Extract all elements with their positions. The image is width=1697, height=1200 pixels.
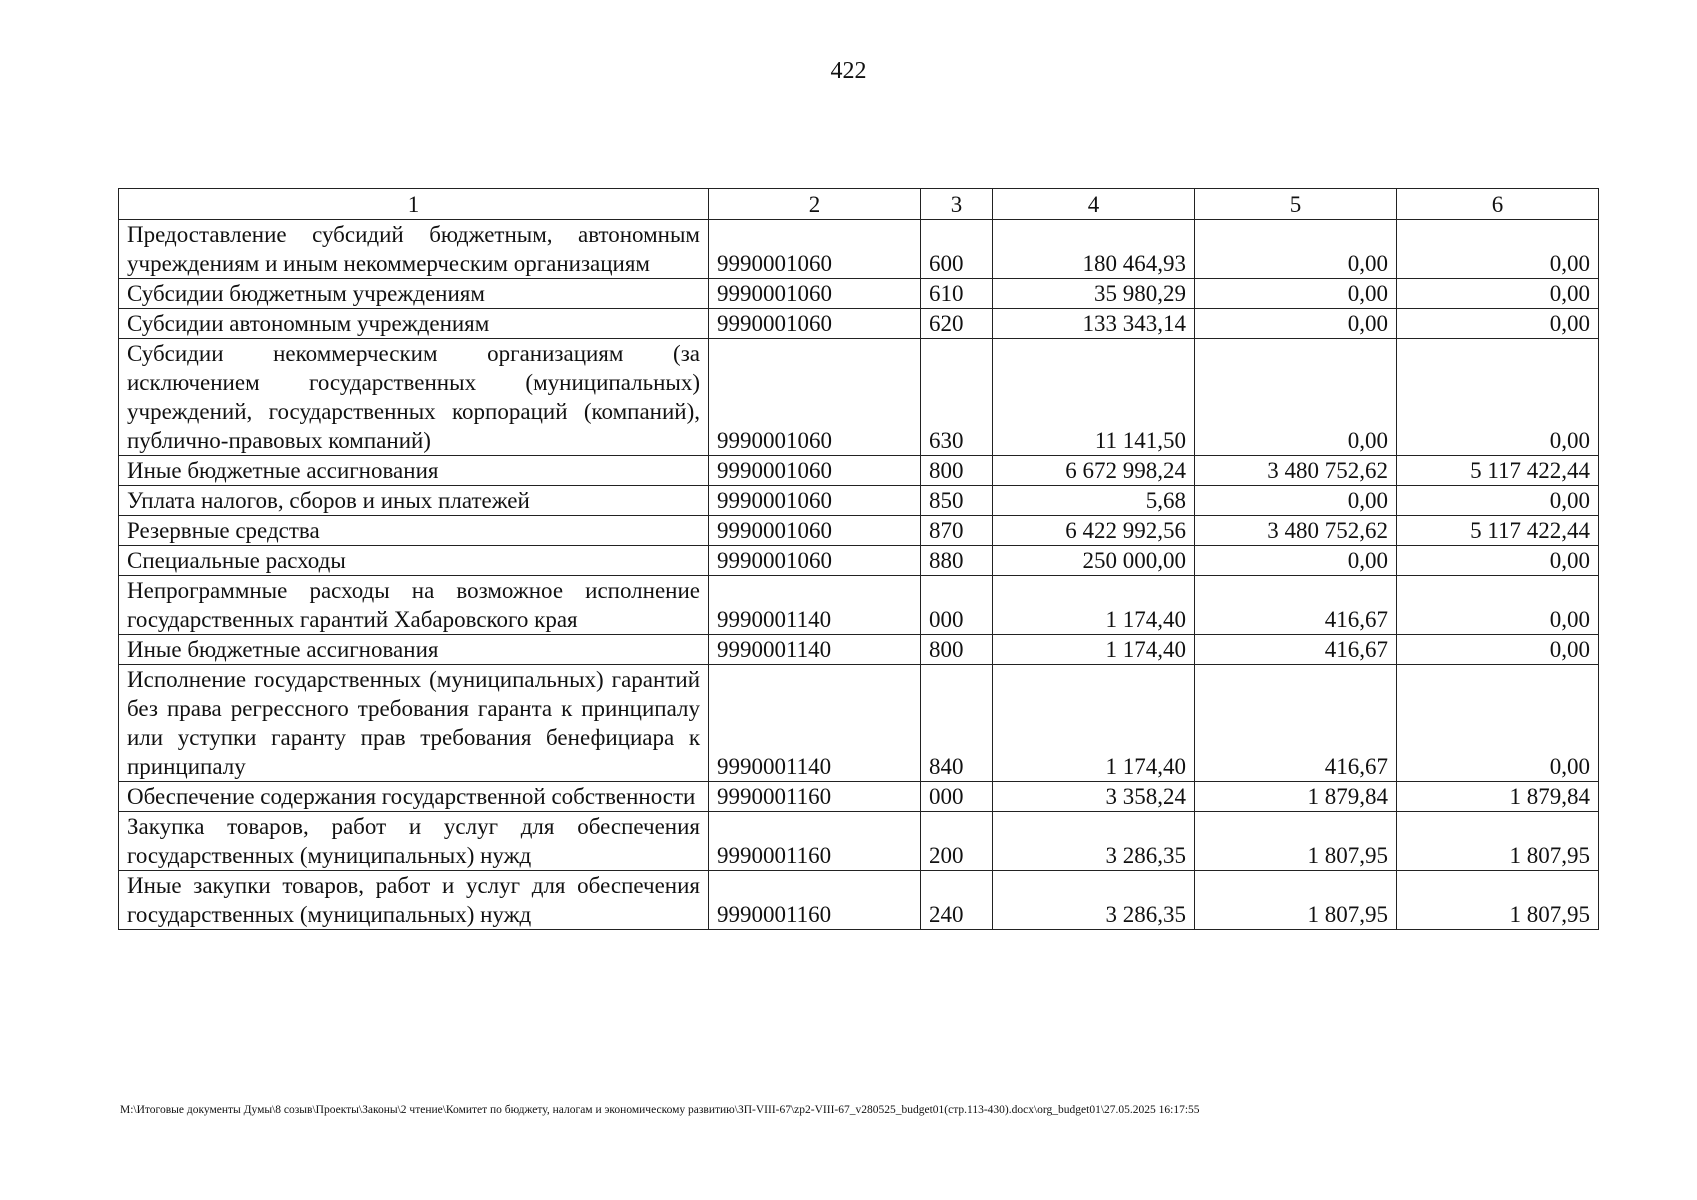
cell-name: Субсидии автономным учреждениям [119,309,709,339]
cell-amount-col-4: 11 141,50 [993,339,1195,456]
cell-expense-type: 870 [921,516,993,546]
cell-amount-col-4: 5,68 [993,486,1195,516]
cell-amount-col-6: 0,00 [1397,486,1599,516]
cell-target-article: 9990001160 [709,871,921,930]
cell-amount-col-6: 5 117 422,44 [1397,516,1599,546]
table-row [119,665,1599,782]
cell-name: Иные бюджетные ассигнования [119,456,709,486]
cell-target-article: 9990001060 [709,546,921,576]
cell-target-article: 9990001140 [709,576,921,635]
cell-target-article: 9990001060 [709,279,921,309]
cell-amount-col-6: 0,00 [1397,279,1599,309]
cell-expense-type: 240 [921,871,993,930]
header-col-4: 4 [993,189,1195,220]
cell-name: Иные закупки товаров, работ и услуг для обеспечения государственных (муниципальных) нужд [119,871,709,930]
cell-amount-col-4: 1 174,40 [993,665,1195,782]
cell-amount-col-5: 3 480 752,62 [1195,456,1397,486]
table-row [119,635,1599,665]
cell-expense-type: 600 [921,220,993,279]
cell-amount-col-5: 0,00 [1195,279,1397,309]
cell-amount-col-6: 0,00 [1397,665,1599,782]
cell-amount-col-5: 0,00 [1195,309,1397,339]
cell-name: Исполнение государственных (муниципальных) гарантий без права регрессного требования гаранта к принципалу или уступки гаранту прав требования бенефициара к принципалу [119,665,709,782]
cell-expense-type: 800 [921,635,993,665]
cell-amount-col-5: 416,67 [1195,576,1397,635]
cell-amount-col-4: 1 174,40 [993,576,1195,635]
cell-name: Специальные расходы [119,546,709,576]
cell-expense-type: 200 [921,812,993,871]
cell-amount-col-4: 35 980,29 [993,279,1195,309]
cell-target-article: 9990001140 [709,665,921,782]
cell-target-article: 9990001140 [709,635,921,665]
header-col-1: 1 [119,189,709,220]
cell-amount-col-6: 0,00 [1397,546,1599,576]
cell-amount-col-6: 1 879,84 [1397,782,1599,812]
cell-expense-type: 880 [921,546,993,576]
cell-amount-col-6: 0,00 [1397,576,1599,635]
cell-amount-col-5: 1 879,84 [1195,782,1397,812]
cell-name: Резервные средства [119,516,709,546]
cell-target-article: 9990001060 [709,220,921,279]
cell-target-article: 9990001060 [709,339,921,456]
table-row [119,456,1599,486]
table-row [119,516,1599,546]
cell-name: Непрограммные расходы на возможное исполнение государственных гарантий Хабаровского края [119,576,709,635]
cell-amount-col-5: 3 480 752,62 [1195,516,1397,546]
cell-amount-col-4: 3 286,35 [993,812,1195,871]
cell-target-article: 9990001160 [709,782,921,812]
cell-target-article: 9990001060 [709,309,921,339]
cell-expense-type: 630 [921,339,993,456]
cell-amount-col-4: 6 672 998,24 [993,456,1195,486]
cell-name: Предоставление субсидий бюджетным, автономным учреждениям и иным некоммерческим организациям [119,220,709,279]
cell-amount-col-4: 3 286,35 [993,871,1195,930]
cell-amount-col-4: 3 358,24 [993,782,1195,812]
cell-amount-col-6: 0,00 [1397,220,1599,279]
page-number: 422 [830,58,867,84]
cell-amount-col-6: 1 807,95 [1397,812,1599,871]
cell-expense-type: 610 [921,279,993,309]
table-row [119,279,1599,309]
table-row [119,782,1599,812]
table-header-row [119,189,1599,220]
table-row [119,576,1599,635]
cell-amount-col-5: 416,67 [1195,635,1397,665]
cell-amount-col-5: 1 807,95 [1195,812,1397,871]
cell-amount-col-5: 0,00 [1195,546,1397,576]
cell-expense-type: 620 [921,309,993,339]
table-row [119,309,1599,339]
table-row [119,220,1599,279]
table-row [119,546,1599,576]
cell-amount-col-4: 180 464,93 [993,220,1195,279]
cell-expense-type: 840 [921,665,993,782]
cell-name: Обеспечение содержания государственной собственности [119,782,709,812]
header-col-6: 6 [1397,189,1599,220]
budget-table [118,188,1599,930]
cell-amount-col-4: 133 343,14 [993,309,1195,339]
cell-target-article: 9990001160 [709,812,921,871]
cell-amount-col-4: 250 000,00 [993,546,1195,576]
cell-expense-type: 000 [921,782,993,812]
cell-amount-col-4: 1 174,40 [993,635,1195,665]
cell-amount-col-5: 0,00 [1195,339,1397,456]
cell-amount-col-5: 416,67 [1195,665,1397,782]
cell-expense-type: 800 [921,456,993,486]
header-col-2: 2 [709,189,921,220]
cell-name: Иные бюджетные ассигнования [119,635,709,665]
cell-name: Субсидии некоммерческим организациям (за исключением государственных (муниципальных) учреждений, государственных корпораций (компаний), публично-правовых компаний) [119,339,709,456]
footer-file-path: M:\Итоговые документы Думы\8 созыв\Проекты\Законы\2 чтение\Комитет по бюджету, налогам и экономическому развитию\ЗП-VIII-67\zp2-VIII-67_v280525_budget01(стр.113-430).docx\org_budget01\27.05.2025 16:17:55 [120,1104,1200,1116]
cell-expense-type: 850 [921,486,993,516]
cell-amount-col-6: 0,00 [1397,635,1599,665]
cell-name: Закупка товаров, работ и услуг для обеспечения государственных (муниципальных) нужд [119,812,709,871]
cell-target-article: 9990001060 [709,516,921,546]
table-row [119,871,1599,930]
cell-amount-col-6: 0,00 [1397,339,1599,456]
cell-target-article: 9990001060 [709,486,921,516]
table-row [119,486,1599,516]
cell-amount-col-4: 6 422 992,56 [993,516,1195,546]
table-body [119,220,1599,930]
cell-amount-col-6: 1 807,95 [1397,871,1599,930]
cell-expense-type: 000 [921,576,993,635]
cell-amount-col-5: 0,00 [1195,486,1397,516]
cell-target-article: 9990001060 [709,456,921,486]
table-row [119,812,1599,871]
cell-amount-col-5: 0,00 [1195,220,1397,279]
header-col-5: 5 [1195,189,1397,220]
table-row [119,339,1599,456]
cell-name: Уплата налогов, сборов и иных платежей [119,486,709,516]
cell-amount-col-6: 5 117 422,44 [1397,456,1599,486]
header-col-3: 3 [921,189,993,220]
cell-amount-col-5: 1 807,95 [1195,871,1397,930]
cell-name: Субсидии бюджетным учреждениям [119,279,709,309]
cell-amount-col-6: 0,00 [1397,309,1599,339]
